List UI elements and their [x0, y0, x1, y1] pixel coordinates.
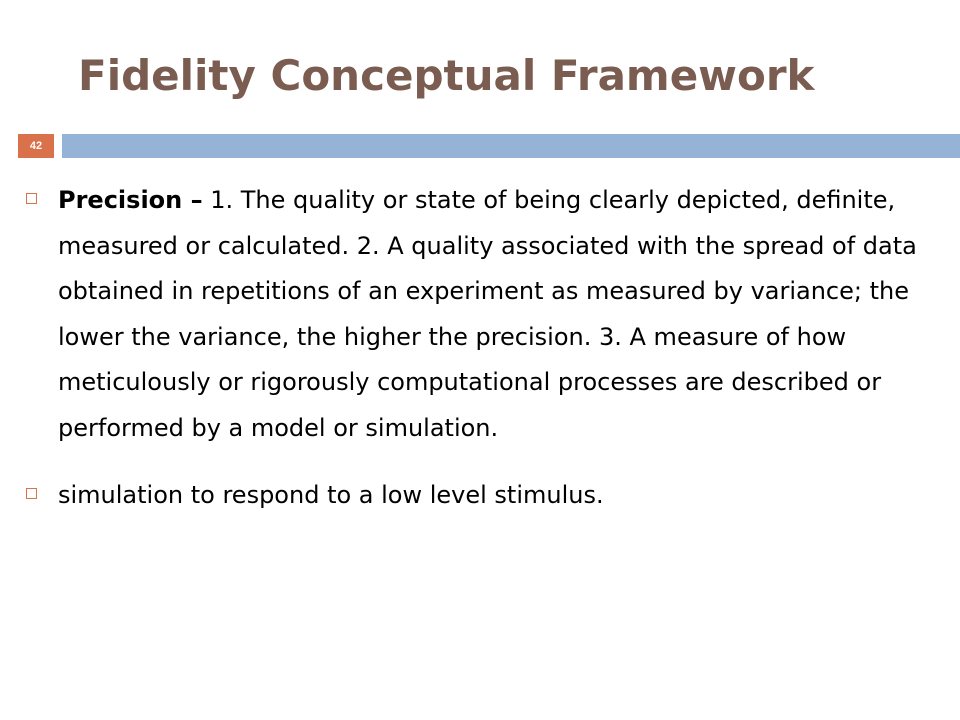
- square-bullet-icon: [26, 488, 37, 499]
- slide-title: Fidelity Conceptual Framework: [78, 51, 815, 100]
- square-bullet-icon: [26, 193, 37, 204]
- slide-number: 42: [18, 134, 54, 158]
- header-rule-bar: [62, 134, 960, 158]
- bullet-item-precision: [20, 178, 940, 451]
- term-label: Precision –: [58, 186, 203, 214]
- bullet-text: simulation to respond to a low level stimulus.: [58, 481, 604, 509]
- header-rule: [0, 134, 960, 158]
- content-list: [20, 178, 940, 519]
- definition-text: 1. The quality or state of being clearly depicted, definite, measured or calculated. 2. A quality associated with the spread of data obtained in repetitions of an experiment as measured by variance; the lower the variance, the higher the precision. 3. A measure of how meticulously or rigorously computational processes are described or performed by a model or simulation.: [58, 186, 917, 442]
- bullet-item-stimulus: [20, 473, 940, 519]
